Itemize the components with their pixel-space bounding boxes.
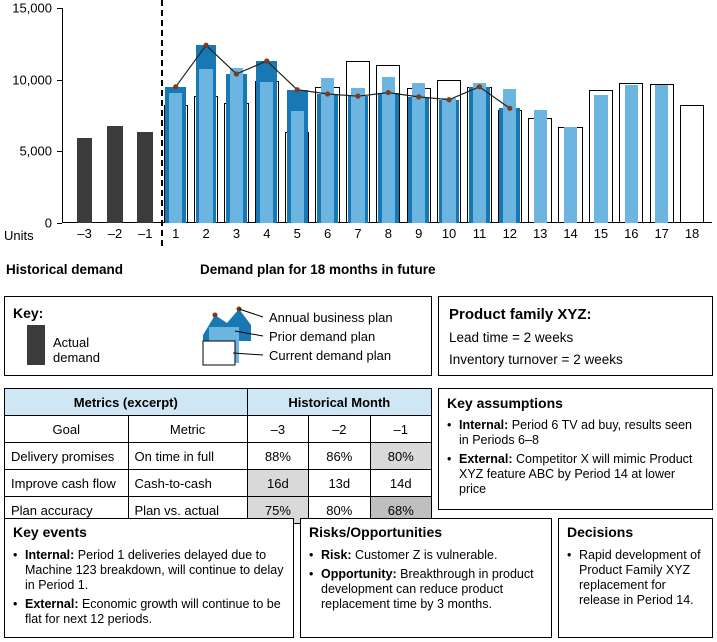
demand-chart xyxy=(0,0,717,290)
key-title: Key: xyxy=(13,305,44,321)
x-axis-tick-21: 18 xyxy=(684,226,700,241)
key-assumptions-title: Key assumptions xyxy=(447,395,563,411)
risks-opportunities-box xyxy=(300,518,552,638)
legend-swatch-actual xyxy=(27,325,45,365)
x-axis-tick-1: –3 xyxy=(77,226,92,241)
col-metric: Metric xyxy=(128,416,247,443)
table-row xyxy=(5,470,432,497)
x-axis-tick-20: 17 xyxy=(654,226,669,241)
x-axis-tick-14: 11 xyxy=(472,226,487,241)
legend-label-prior: Prior demand plan xyxy=(269,329,376,344)
x-axis-tick-10: 7 xyxy=(354,226,362,241)
metric-value-m2: 13d xyxy=(309,470,370,497)
metric-value-m1: 14d xyxy=(370,470,431,497)
key-events-title: Key events xyxy=(13,524,87,540)
caption-plan: Demand plan for 18 months in future xyxy=(200,262,436,277)
metric-name: Cash-to-cash xyxy=(128,470,247,497)
list-item: • Internal: Period 6 TV ad buy, results seen in Periods 6–8 xyxy=(459,418,704,448)
x-axis-tick-15: 12 xyxy=(502,226,518,241)
risks-title: Risks/Opportunities xyxy=(309,524,443,540)
x-axis-tick-6: 3 xyxy=(232,226,241,241)
x-axis-tick-12: 9 xyxy=(415,226,423,241)
y-axis-tick-mark xyxy=(57,151,62,152)
y-axis-units-label: Units xyxy=(4,228,34,243)
x-axis-tick-19: 16 xyxy=(624,226,639,241)
chart-plot-area xyxy=(62,8,712,223)
metrics-table xyxy=(4,388,432,524)
caption-historical: Historical demand xyxy=(6,262,124,277)
decisions-list xyxy=(559,548,712,608)
legend-label-abp: Annual business plan xyxy=(269,310,393,325)
x-axis-tick-4: 1 xyxy=(172,226,180,241)
list-item: • Risk: Customer Z is vulnerable. xyxy=(321,548,543,563)
metrics-table-wrap xyxy=(4,388,432,524)
list-item: • Rapid development of Product Family XYZ replacement for release in Period 14. xyxy=(579,548,704,608)
metrics-header-row xyxy=(5,389,432,416)
list-item: • External: Competitor X will mimic Product XYZ feature ABC by Period 14 at lower price xyxy=(459,452,704,497)
list-item: • Opportunity: Breakthrough in product development can reduce product replacement time by 3 months. xyxy=(321,567,543,612)
x-axis-tick-2: –2 xyxy=(107,226,123,241)
x-axis-tick-3: –1 xyxy=(138,226,153,241)
metric-value-m1: 80% xyxy=(370,443,431,470)
key-assumptions-box xyxy=(438,388,713,510)
metric-goal: Delivery promises xyxy=(5,443,129,470)
col-m3: –3 xyxy=(247,416,308,443)
metrics-title: Metrics (excerpt) xyxy=(5,389,248,416)
metric-value-m1: 68% xyxy=(370,497,431,524)
x-axis-tick-8: 5 xyxy=(293,226,301,241)
x-axis-tick-17: 14 xyxy=(563,226,578,241)
x-axis-tick-11: 8 xyxy=(384,226,392,241)
decisions-box xyxy=(558,518,713,638)
y-axis-tick: 15,000 xyxy=(12,0,52,16)
inventory-turnover-label: Inventory turnover = 2 weeks xyxy=(449,352,623,367)
key-events-box xyxy=(4,518,294,638)
metrics-period-header: Historical Month xyxy=(247,389,431,416)
metric-goal: Improve cash flow xyxy=(5,470,129,497)
decisions-title: Decisions xyxy=(567,524,634,540)
x-axis-tick-9: 6 xyxy=(323,226,332,241)
metric-value-m3: 16d xyxy=(247,470,308,497)
col-m1: –1 xyxy=(370,416,431,443)
list-item: • Internal: Period 1 deliveries delayed due to Machine 123 breakdown, will continue to delay in Period 1. xyxy=(25,548,285,593)
product-family-title: Product family XYZ: xyxy=(449,306,592,323)
legend-label-actual xyxy=(53,335,100,365)
legend-label-actual-line2: demand xyxy=(53,350,100,365)
metric-value-m2: 86% xyxy=(309,443,370,470)
metric-name: Plan vs. actual xyxy=(128,497,247,524)
key-events-list xyxy=(5,548,293,627)
metric-goal: Plan accuracy xyxy=(5,497,129,524)
product-family-box xyxy=(438,296,713,376)
y-axis-tick-mark xyxy=(57,8,62,9)
key-box xyxy=(4,296,432,376)
metric-value-m3: 75% xyxy=(247,497,308,524)
lead-time-label: Lead time = 2 weeks xyxy=(449,330,574,345)
annual-business-plan-line xyxy=(62,8,712,223)
y-axis-tick-mark xyxy=(57,80,62,81)
list-item: • External: Economic growth will continue to be flat for next 12 periods. xyxy=(25,597,285,627)
y-axis-tick: 0 xyxy=(44,215,52,231)
metric-value-m3: 88% xyxy=(247,443,308,470)
metric-name: On time in full xyxy=(128,443,247,470)
y-axis-tick: 5,000 xyxy=(19,143,52,159)
x-axis-tick-16: 13 xyxy=(532,226,548,241)
x-axis-tick-13: 10 xyxy=(441,226,457,241)
legend-label-actual-line1: Actual xyxy=(53,335,90,350)
metric-value-m2: 80% xyxy=(309,497,370,524)
legend-plans xyxy=(201,305,427,371)
x-axis-tick-7: 4 xyxy=(263,226,271,241)
metrics-subheader-row xyxy=(5,416,432,443)
table-row xyxy=(5,443,432,470)
col-goal: Goal xyxy=(5,416,129,443)
y-axis-tick-mark xyxy=(57,223,62,224)
x-axis-tick-18: 15 xyxy=(593,226,609,241)
x-axis-tick-5: 2 xyxy=(202,226,210,241)
y-axis-tick: 10,000 xyxy=(12,72,52,88)
key-assumptions-list xyxy=(439,418,712,497)
col-m2: –2 xyxy=(309,416,370,443)
legend-label-current: Current demand plan xyxy=(269,348,392,363)
risks-list xyxy=(301,548,551,612)
